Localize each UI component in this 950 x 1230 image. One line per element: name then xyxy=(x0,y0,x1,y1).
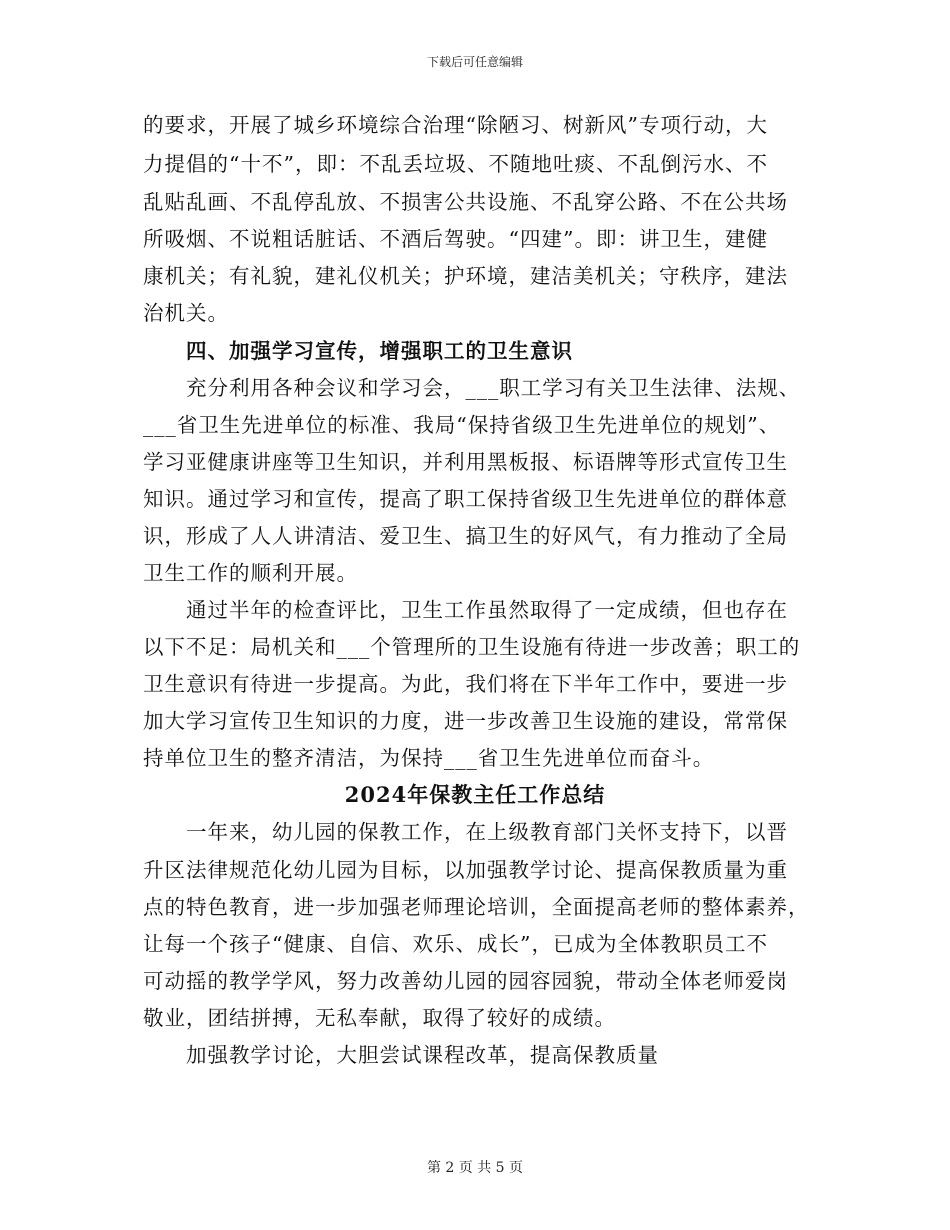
paragraph-line: ___省卫生先进单位的标准、我局“保持省级卫生先进单位的规划”、 xyxy=(143,413,781,437)
section-heading: 四、加强学习宣传，增强职工的卫生意识 xyxy=(186,339,573,363)
paragraph-line: 通过半年的检查评比，卫生工作虽然取得了一定成绩，但也存在 xyxy=(186,598,788,622)
paragraph-line: 加大学习宣传卫生知识的力度，进一步改善卫生设施的建设，常常保 xyxy=(143,709,788,733)
paragraph-line: 知识。通过学习和宣传，提高了职工保持省级卫生先进单位的群体意 xyxy=(143,487,788,511)
paragraph-line: 所吸烟、不说粗话脏话、不酒后驾驶。“四建”。即：讲卫生，建健 xyxy=(143,227,768,251)
document-title: 2024年保教主任工作总结 xyxy=(344,782,606,807)
paragraph-line: 点的特色教育，进一步加强老师理论培训，全面提高老师的整体素养， xyxy=(143,895,810,919)
paragraph-line: 充分利用各种会议和学习会，___职工学习有关卫生法律、法规、 xyxy=(186,376,801,400)
paragraph-line: 以下不足：局机关和___个管理所的卫生设施有待进一步改善；职工的 xyxy=(143,635,801,659)
paragraph-line: 持单位卫生的整齐清洁，为保持___省卫生先进单位而奋斗。 xyxy=(143,746,715,770)
paragraph-line: 卫生工作的顺利开展。 xyxy=(143,561,358,585)
paragraph-line: 康机关；有礼貌，建礼仪机关；护环境，建洁美机关；守秩序，建法 xyxy=(143,264,788,288)
paragraph-line: 卫生意识有待进一步提高。为此，我们将在下半年工作中，要进一步 xyxy=(143,672,788,696)
paragraph-line: 学习亚健康讲座等卫生知识，并利用黑板报、标语牌等形式宣传卫生 xyxy=(143,450,788,474)
paragraph-line: 的要求，开展了城乡环境综合治理“除陋习、树新风”专项行动，大 xyxy=(143,113,768,137)
paragraph-line: 治机关。 xyxy=(143,301,229,325)
paragraph-line: 识，形成了人人讲清洁、爱卫生、搞卫生的好风气，有力推动了全局 xyxy=(143,524,788,548)
paragraph-line: 一年来，幼儿园的保教工作，在上级教育部门关怀支持下，以晋 xyxy=(186,820,788,844)
paragraph-line: 升区法律规范化幼儿园为目标，以加强教学讨论、提高保教质量为重 xyxy=(143,858,788,882)
paragraph-line: 加强教学讨论，大胆尝试课程改革，提高保教质量 xyxy=(186,1043,659,1067)
paragraph-line: 敬业，团结拼搏，无私奉献，取得了较好的成绩。 xyxy=(143,1006,616,1030)
paragraph-line: 乱贴乱画、不乱停乱放、不损害公共设施、不乱穿公路、不在公共场 xyxy=(143,190,788,214)
paragraph-line: 可动摇的教学学风，努力改善幼儿园的园容园貌，带动全体老师爱岗 xyxy=(143,969,788,993)
page-header: 下载后可任意编辑 xyxy=(426,55,523,69)
paragraph-line: 让每一个孩子“健康、自信、欢乐、成长”，已成为全体教职员工不 xyxy=(143,932,768,956)
page-footer: 第 2 页 共 5 页 xyxy=(426,1160,524,1176)
paragraph-line: 力提倡的“十不”，即：不乱丢垃圾、不随地吐痰、不乱倒污水、不 xyxy=(143,152,768,176)
